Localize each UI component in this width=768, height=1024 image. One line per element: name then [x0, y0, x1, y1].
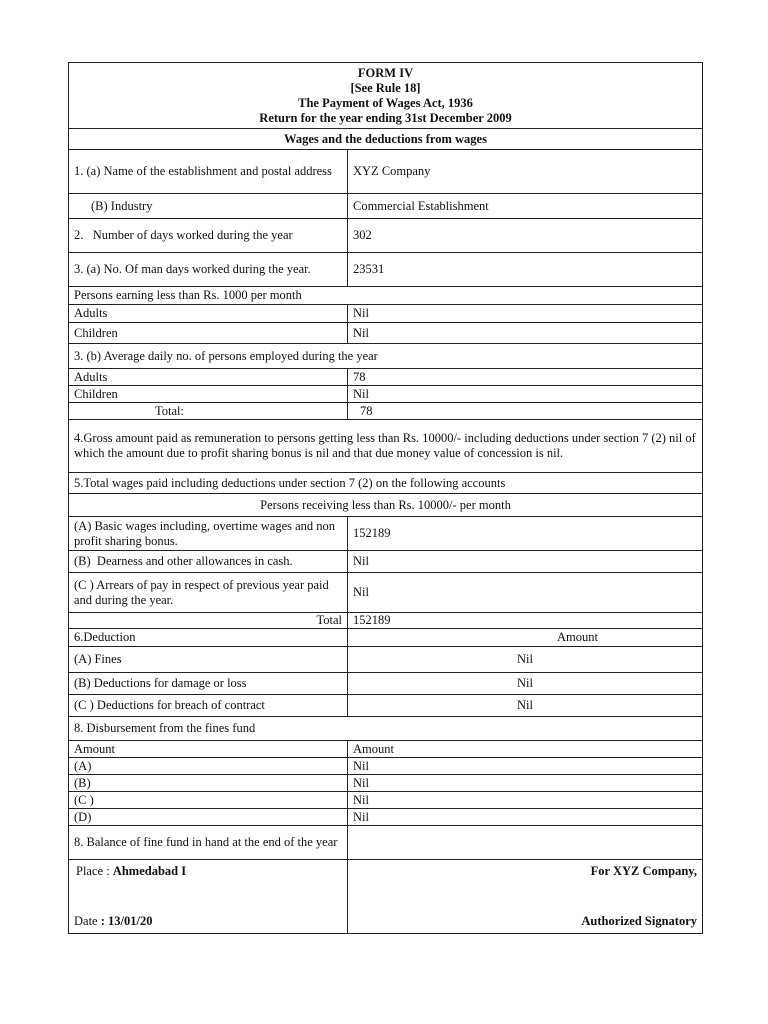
disbursement-row-label: (D)	[69, 809, 348, 826]
establishment-name-value: XYZ Company	[348, 150, 703, 194]
authorized-signatory: Authorized Signatory	[581, 914, 697, 928]
total-wages-heading: 5.Total wages paid including deductions under section 7 (2) on the following accounts	[69, 473, 703, 494]
persons-less-1000-children-row	[69, 323, 703, 344]
average-children-value: Nil	[348, 386, 703, 403]
basic-wages-label: (A) Basic wages including, overtime wages and non profit sharing bonus.	[69, 517, 348, 551]
gross-amount-row	[69, 420, 703, 473]
average-total-value: 78	[348, 403, 703, 420]
basic-wages-value: 152189	[348, 517, 703, 551]
rule-reference: [See Rule 18]	[350, 80, 421, 95]
disbursement-row	[69, 775, 703, 792]
disbursement-row-value: Nil	[348, 775, 703, 792]
disbursement-row	[69, 792, 703, 809]
section-title: Wages and the deductions from wages	[69, 129, 703, 150]
breach-label: (C ) Deductions for breach of contract	[69, 695, 348, 717]
title-block	[69, 63, 703, 129]
disbursement-row-value: Nil	[348, 792, 703, 809]
total-wages-heading-row	[69, 473, 703, 494]
date-line	[74, 914, 342, 929]
gross-amount-text: 4.Gross amount paid as remuneration to persons getting less than Rs. 10000/- including deductions under section 7 (2) nil of which the amount due to profit sharing bonus is nil and that due money value of concession is nil.	[69, 420, 703, 473]
disbursement-heading: 8. Disbursement from the fines fund	[69, 717, 703, 741]
damage-label: (B) Deductions for damage or loss	[69, 673, 348, 695]
dearness-row	[69, 551, 703, 573]
industry-row	[69, 194, 703, 219]
disbursement-col2-header: Amount	[348, 741, 703, 758]
disbursement-row-label: (C )	[69, 792, 348, 809]
form-number: FORM IV	[357, 65, 414, 80]
persons-less-1000-heading-row	[69, 287, 703, 305]
average-daily-adults-row	[69, 369, 703, 386]
return-year: Return for the year ending 31st December 2009	[259, 110, 512, 125]
dearness-value: Nil	[348, 551, 703, 573]
date-label: Date	[74, 914, 101, 928]
industry-value: Commercial Establishment	[348, 194, 703, 219]
days-worked-row	[69, 219, 703, 253]
signature-row	[69, 860, 703, 934]
fines-value: Nil	[348, 647, 703, 673]
form-iv-table	[68, 62, 703, 934]
place-line	[74, 864, 342, 879]
dearness-label: (B) Dearness and other allowances in cash.	[69, 551, 348, 573]
place-label: Place :	[76, 864, 113, 878]
date-value: : 13/01/20	[100, 914, 153, 928]
arrears-label: (C ) Arrears of pay in respect of previous year paid and during the year.	[69, 573, 348, 613]
children-label: Children	[69, 323, 348, 344]
average-adults-label: Adults	[69, 369, 348, 386]
arrears-value: Nil	[348, 573, 703, 613]
deduction-amount-header: Amount	[348, 629, 703, 647]
man-days-label: 3. (a) No. Of man days worked during the year.	[69, 253, 348, 287]
days-worked-value: 302	[348, 219, 703, 253]
signatory-cell	[348, 860, 703, 934]
fines-label: (A) Fines	[69, 647, 348, 673]
average-children-label: Children	[69, 386, 348, 403]
deduction-heading: 6.Deduction	[69, 629, 348, 647]
balance-value	[348, 826, 703, 860]
disbursement-row-label: (B)	[69, 775, 348, 792]
wages-total-row	[69, 613, 703, 629]
breach-value: Nil	[348, 695, 703, 717]
man-days-value: 23531	[348, 253, 703, 287]
place-date-cell	[69, 860, 348, 934]
days-worked-label: 2. Number of days worked during the year	[69, 219, 348, 253]
basic-wages-row	[69, 517, 703, 551]
damage-row	[69, 673, 703, 695]
company-name: For XYZ Company,	[590, 864, 697, 878]
title-row	[69, 63, 703, 129]
disbursement-row-value: Nil	[348, 758, 703, 775]
establishment-name-row	[69, 150, 703, 194]
disbursement-heading-row	[69, 717, 703, 741]
wages-total-value: 152189	[348, 613, 703, 629]
average-daily-children-row	[69, 386, 703, 403]
fines-row	[69, 647, 703, 673]
total-wages-subheading: Persons receiving less than Rs. 10000/- per month	[69, 494, 703, 517]
balance-label: 8. Balance of fine fund in hand at the end of the year	[69, 826, 348, 860]
persons-less-1000-heading: Persons earning less than Rs. 1000 per month	[69, 287, 703, 305]
disbursement-header-row	[69, 741, 703, 758]
deduction-heading-row	[69, 629, 703, 647]
balance-row	[69, 826, 703, 860]
persons-less-1000-adults-row	[69, 305, 703, 323]
adults-value: Nil	[348, 305, 703, 323]
industry-label: (B) Industry	[69, 194, 348, 219]
total-wages-subheading-row	[69, 494, 703, 517]
average-daily-heading: 3. (b) Average daily no. of persons employed during the year	[69, 344, 703, 369]
disbursement-row	[69, 809, 703, 826]
establishment-name-label: 1. (a) Name of the establishment and postal address	[69, 150, 348, 194]
average-daily-heading-row	[69, 344, 703, 369]
place-value: Ahmedabad I	[112, 864, 187, 878]
average-daily-total-row	[69, 403, 703, 420]
wages-total-label: Total	[69, 613, 348, 629]
adults-label: Adults	[69, 305, 348, 323]
disbursement-row	[69, 758, 703, 775]
disbursement-row-label: (A)	[69, 758, 348, 775]
disbursement-row-value: Nil	[348, 809, 703, 826]
damage-value: Nil	[348, 673, 703, 695]
average-adults-value: 78	[348, 369, 703, 386]
section-title-row	[69, 129, 703, 150]
disbursement-col1-header: Amount	[69, 741, 348, 758]
man-days-row	[69, 253, 703, 287]
act-name: The Payment of Wages Act, 1936	[298, 95, 473, 110]
arrears-row	[69, 573, 703, 613]
average-total-label: Total:	[69, 403, 348, 420]
children-value: Nil	[348, 323, 703, 344]
breach-row	[69, 695, 703, 717]
